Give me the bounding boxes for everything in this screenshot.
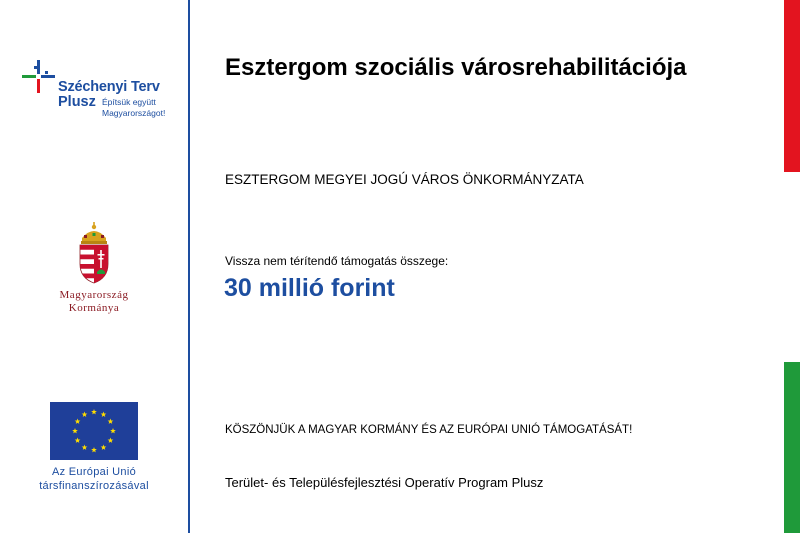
government-line-1: Magyarország — [59, 289, 129, 301]
beneficiary-name: ESZTERGOM MEGYEI JOGÚ VÁROS ÖNKORMÁNYZATA — [225, 172, 584, 187]
grant-amount: 30 millió forint — [224, 274, 395, 302]
szechenyi-terv-plusz: Plusz — [58, 94, 96, 110]
szechenyi-terv-name: Széchenyi Terv — [58, 79, 160, 95]
project-title: Esztergom szociális városrehabilitációja — [225, 54, 687, 81]
eu-flag-icon — [50, 402, 138, 460]
eu-cofinancing-text — [24, 466, 164, 493]
logo-sidebar — [0, 0, 188, 533]
slogan-line-1: Építsük együtt — [102, 97, 156, 107]
eu-line-1: Az Európai Unió — [52, 466, 136, 478]
acknowledgement-text: KÖSZÖNJÜK A MAGYAR KORMÁNY ÉS AZ EURÓPAI UNIÓ TÁMOGATÁSÁT! — [225, 424, 633, 436]
slogan-line-2: Magyarországot! — [102, 108, 166, 118]
government-line-2: Kormánya — [68, 302, 120, 314]
szechenyi-terv-slogan — [102, 97, 165, 119]
szechenyi-terv-logo — [22, 60, 182, 120]
program-name: Terület- és Településfejlesztési Operatív Program Plusz — [225, 475, 544, 490]
flag-stripe-red — [784, 0, 800, 172]
government-logo-text — [30, 289, 158, 315]
grant-amount-label: Vissza nem térítendő támogatás összege: — [225, 254, 449, 268]
flag-stripe-green — [784, 362, 800, 533]
coat-of-arms-icon — [77, 222, 111, 284]
cross-icon — [22, 60, 56, 94]
eu-line-2: társfinanszírozásával — [39, 479, 149, 492]
vertical-divider — [188, 0, 190, 533]
